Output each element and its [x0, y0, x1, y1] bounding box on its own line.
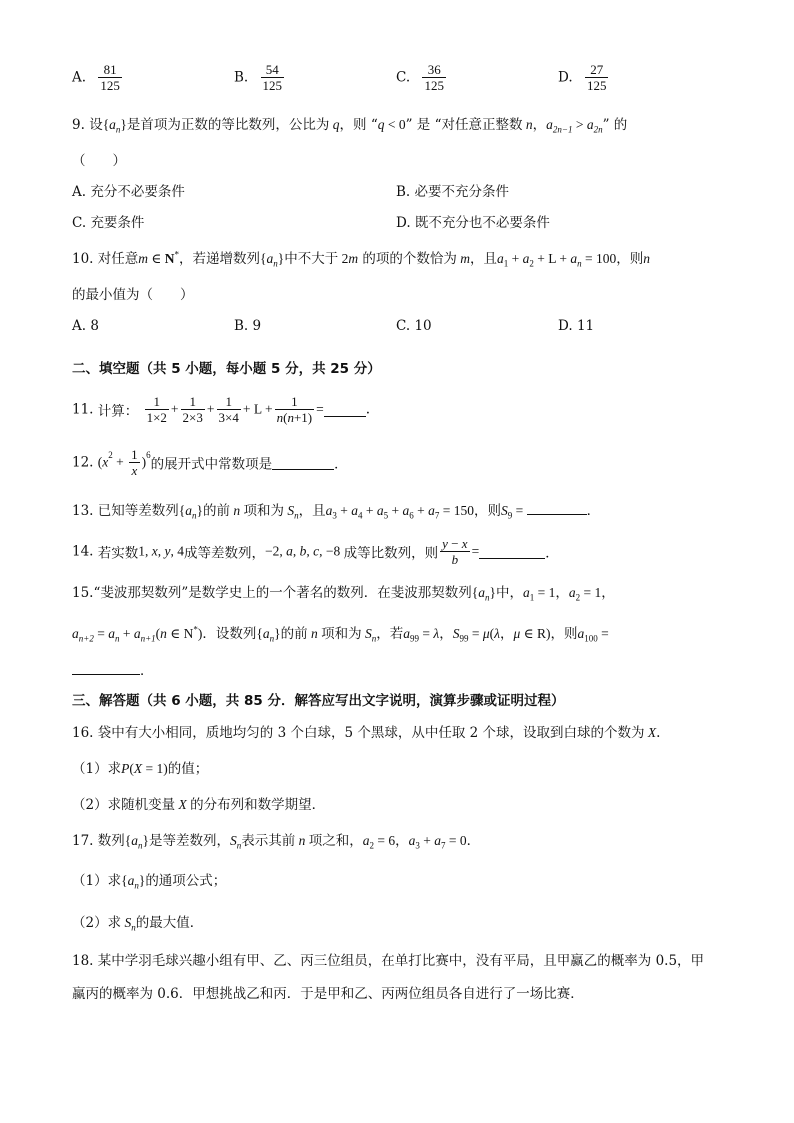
- q10-stem-line2: 的最小值为（ ）: [72, 287, 194, 303]
- q17-stem: 17. 数列$\{a_n\}$是等差数列，$S_n$表示其前 n 项之和，$a_2 = 6$，$a_3 + a_7 = 0$．: [72, 833, 481, 851]
- q16-part-1: （1）求P(X = 1)的值；: [72, 761, 209, 777]
- answer-blank[interactable]: [479, 544, 545, 559]
- q10-option-c: C. 10: [396, 318, 432, 334]
- q14-stem: 14. 若实数1, x, y, 4成等差数列，−2, a, b, c, −8 成等比数列，则 $\frac{y - x}{b}$ = ．: [72, 536, 559, 567]
- q10-option-a: A. 8: [72, 318, 99, 334]
- q10-option-d: D. 11: [558, 318, 595, 334]
- q9-stem: 9. 设$\{a_n\}$是首项为正数的等比数列，公比为 q，则 “q < 0” 是 “对任意正整数 n，$a_{2n-1} > a_{2n}$” 的: [72, 117, 628, 135]
- q9-option-c: C. 充要条件: [72, 215, 145, 231]
- q15-stem: 15.“斐波那契数列”是数学史上的一个著名的数列．在斐波那契数列$\{a_n\}$中，$a_1 = 1$，$a_2 = 1$，: [72, 585, 615, 603]
- q9-option-a: A. 充分不必要条件: [72, 184, 185, 200]
- answer-blank[interactable]: [527, 500, 587, 515]
- q16-part-2: （2）求随机变量 X 的分布列和数学期望．: [72, 797, 326, 813]
- answer-blank[interactable]: [272, 455, 334, 470]
- fraction: $\frac{54}{125}$: [262, 62, 283, 93]
- fraction: $\frac{36}{125}$: [424, 62, 444, 93]
- q18-stem-line2: 赢丙的概率为 0.6．甲想挑战乙和丙．于是甲和乙、丙两位组员各自进行了一场比赛．: [72, 986, 584, 1002]
- fraction: $\frac{81}{125}$: [100, 62, 120, 93]
- q12-stem: 12. ($x^2$ + $\frac{1}{x}$ )$^6$的展开式中常数项是 ．: [72, 447, 348, 478]
- q9-option-d: D. 既不充分也不必要条件: [396, 215, 550, 231]
- q8-option-a: A. $\frac{81}{125}$: [72, 62, 120, 93]
- q9-option-b: B. 必要不充分条件: [396, 184, 510, 200]
- answer-blank[interactable]: [324, 402, 366, 417]
- q8-option-c: C. $\frac{36}{125}$: [396, 62, 444, 93]
- q8-option-b: B. $\frac{54}{125}$: [234, 62, 283, 93]
- q10-option-b: B. 9: [234, 318, 262, 334]
- q15-answer-line: ．: [72, 660, 154, 680]
- q15-stem-line2: $a_{n+2} = a_n + a_{n+1}(n$ ∈ N*)．设数列$\{a_n\}$的前 n 项和为 $S_n$，若$a_{99} = \lambda$，$S_{99} = \mu(\lambda$，μ ∈ R)，则$a_{100}$ =: [72, 624, 609, 644]
- section-heading-fill-in: 二、填空题（共 5 小题，每小题 5 分，共 25 分）: [72, 361, 381, 377]
- q13-stem: 13. 已知等差数列$\{a_n\}$的前 n 项和为 $S_n$，且$a_3 + a_4 + a_5 + a_6 + a_7 = 150$，则$S_9$ = ．: [72, 500, 600, 520]
- q17-part-1: （1）求$\{a_n\}$的通项公式；: [72, 873, 227, 891]
- fraction: $\frac{27}{125}$: [586, 62, 607, 93]
- q9-answer-paren: （ ）: [72, 153, 126, 169]
- q17-part-2: （2）求 $S_n$的最大值．: [72, 915, 204, 933]
- answer-blank[interactable]: [72, 660, 140, 675]
- q8-option-d: D. $\frac{27}{125}$: [558, 62, 607, 93]
- q11-stem: 11. 计算： $\frac{1}{1\times 2}$ + $\frac{1}{2\times 3}$ + $\frac{1}{3\times 4}$ + L + $\frac{1}{n(n+1)}$ = .: [72, 394, 371, 425]
- section-heading-solutions: 三、解答题（共 6 小题，共 85 分．解答应写出文字说明，演算步骤或证明过程）: [72, 693, 565, 709]
- q10-stem: 10. 对任意m ∈ N*，若递增数列$\{a_n\}$中不大于 2m 的项的个数恰为 m，且$a_1 + a_2 + L + a_n = 100$，则n: [72, 249, 651, 269]
- q18-stem: 18. 某中学羽毛球兴趣小组有甲、乙、丙三位组员，在单打比赛中，没有平局，且甲赢乙的概率为 0.5，甲: [72, 953, 705, 969]
- q16-stem: 16. 袋中有大小相同，质地均匀的 3 个白球，5 个黑球，从中任取 2 个球，设取到白球的个数为 X.: [72, 725, 661, 741]
